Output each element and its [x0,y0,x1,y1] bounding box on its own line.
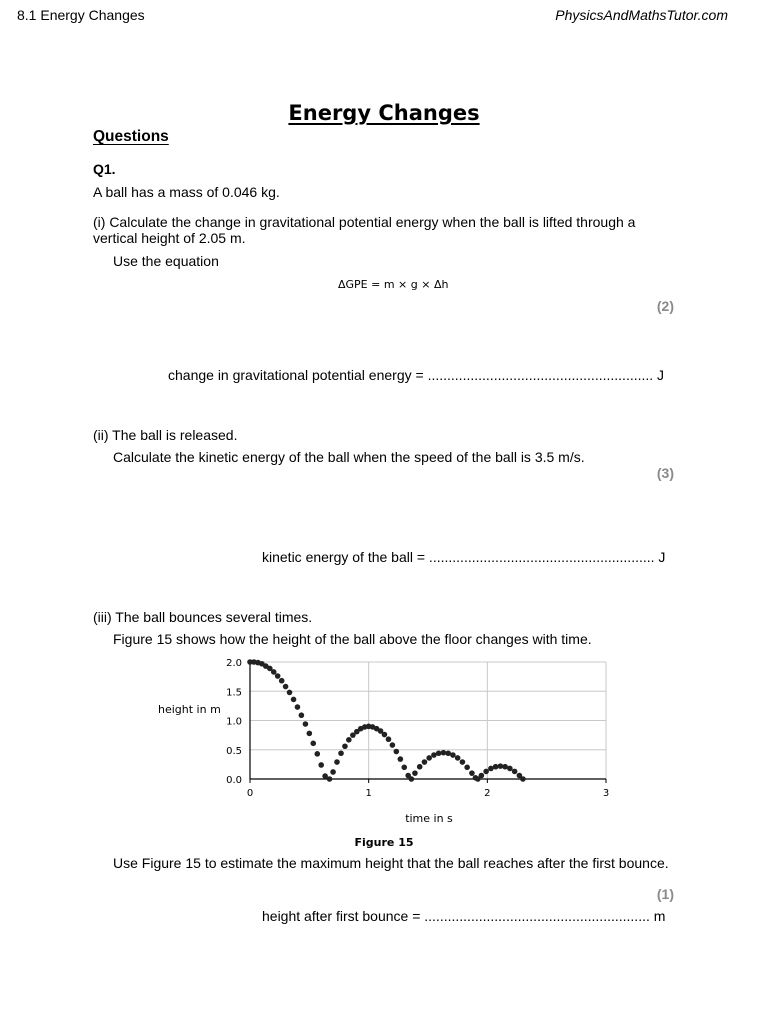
data-point [299,712,305,718]
part-iii-text: (iii) The ball bounces several times. [93,609,313,625]
question-intro: A ball has a mass of 0.046 kg. [93,184,280,200]
y-tick-label: 1.0 [226,716,242,728]
x-tick-labels [247,788,609,799]
data-point [441,750,447,756]
part-ii-text: (ii) The ball is released. [93,427,238,443]
data-point [314,751,320,757]
data-point [386,736,392,742]
part-i-text: (i) Calculate the change in gravitational potential energy when the ball is lifted through a vertical height of 2.05 m. [93,214,636,246]
height-time-chart [150,650,620,835]
data-point [318,762,324,768]
data-point [483,769,489,775]
x-tick-label: 2 [484,788,491,799]
x-tick-label: 1 [365,788,372,799]
data-point [412,770,418,776]
header-site: PhysicsAndMathsTutor.com [555,7,728,23]
data-point [422,759,428,765]
data-point [283,684,289,690]
data-point [512,769,518,775]
page-title: Energy Changes [288,101,480,125]
x-axis-label: time in s [405,812,453,825]
header-topic: 8.1 Energy Changes [17,7,145,23]
y-tick-label: 0.0 [226,775,242,786]
answer-line-ke: kinetic energy of the ball = .......................................................... J [262,549,666,565]
questions-heading: Questions [93,128,169,145]
data-point [455,755,461,761]
data-point [291,697,297,703]
data-point [295,704,301,710]
data-point [287,690,293,696]
data-point [303,721,309,727]
data-point [520,776,526,782]
data-point [334,759,340,765]
marks-part-ii: (3) [656,465,674,481]
figure-intro: Figure 15 shows how the height of the ball above the floor changes with time. [113,631,592,647]
y-tick-label: 1.5 [226,687,242,699]
data-point [417,764,423,770]
data-point [426,755,432,761]
data-point [382,732,388,738]
data-point [330,769,336,775]
data-point [394,749,400,755]
y-axis-label: height in m [158,703,221,716]
part-iii-question: Use Figure 15 to estimate the maximum height that the ball reaches after the first bounce. [113,855,669,871]
data-point [469,770,475,776]
y-tick-label: 2.0 [226,658,242,669]
data-point [342,743,348,749]
use-equation-text: Use the equation [113,253,219,269]
gpe-formula: ΔGPE = m × g × Δh [338,278,449,291]
x-tick-label: 0 [246,788,254,799]
data-point [346,737,352,743]
data-point [436,750,442,756]
data-point [493,764,499,770]
marks-part-i: (2) [656,298,674,314]
data-point [507,766,513,772]
data-point [401,765,407,771]
data-point [271,669,277,675]
data-point [338,750,344,756]
data-point [398,756,404,762]
chart-grid [250,662,606,779]
answer-line-height: height after first bounce = .......................................................... m [262,908,666,924]
data-point [327,776,333,782]
figure-caption: Figure 15 [354,836,414,849]
y-tick-label: 0.5 [226,745,242,757]
data-point [460,759,466,765]
part-ii-instruction: Calculate the kinetic energy of the ball when the speed of the ball is 3.5 m/s. [113,449,585,465]
data-point [310,741,316,747]
question-number: Q1. [93,161,116,177]
x-tick-label: 3 [602,788,610,799]
data-point [409,776,415,782]
data-point [450,752,456,758]
answer-line-gpe: change in gravitational potential energy = .......................................................... J [168,367,665,383]
data-point [498,763,504,769]
data-point [390,742,396,748]
data-point [479,773,485,779]
data-point [464,765,470,771]
data-point [307,731,313,737]
y-tick-labels [226,658,242,786]
marks-part-iii: (1) [656,886,674,902]
data-point [279,678,285,684]
data-point [275,673,281,679]
